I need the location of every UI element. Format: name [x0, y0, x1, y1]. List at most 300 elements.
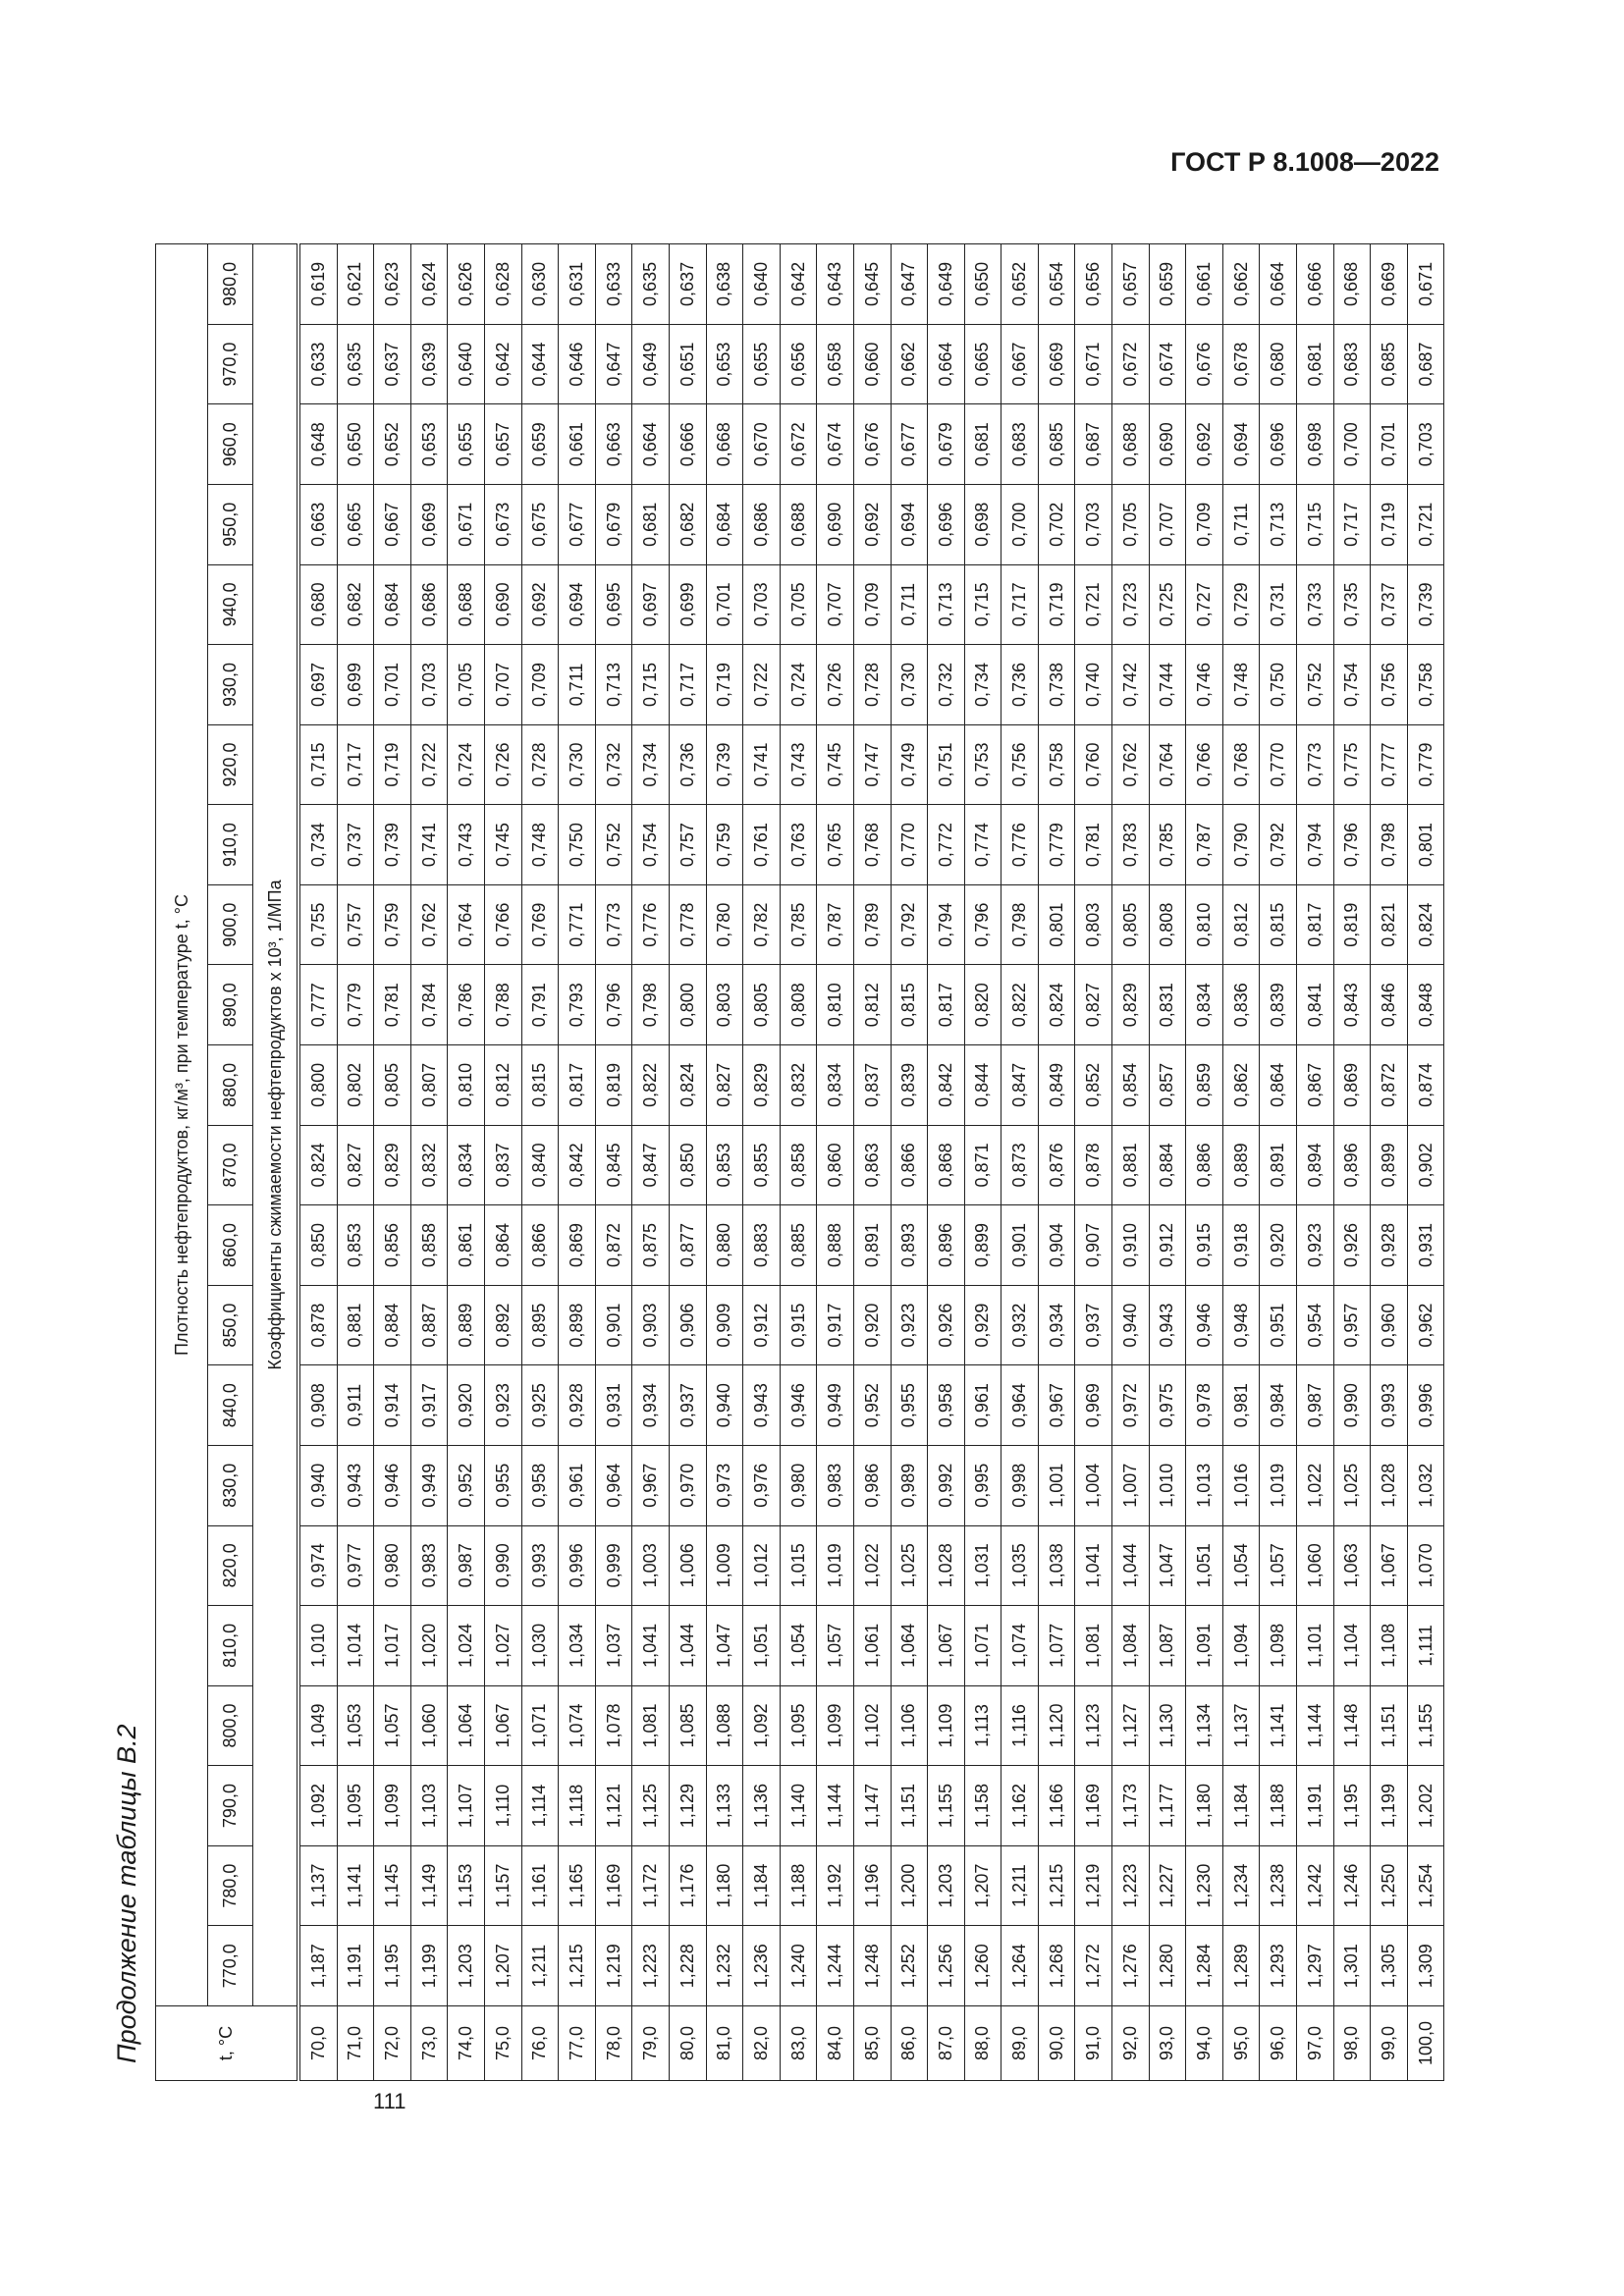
coefficient-cell: 0,987: [448, 1525, 485, 1606]
coefficient-cell: 1,095: [780, 1685, 817, 1766]
coefficient-cell: 0,812: [1222, 884, 1260, 965]
coefficient-cell: 1,180: [1186, 1766, 1223, 1846]
temperature-cell: 94,0: [1186, 2006, 1223, 2081]
coefficient-cell: 0,770: [891, 805, 928, 885]
table-caption: Продолжение таблицы В.2: [112, 1724, 141, 2063]
coefficient-cell: 1,191: [1297, 1766, 1334, 1846]
coefficient-cell: 0,907: [1075, 1205, 1112, 1286]
coefficient-cell: 0,815: [521, 1045, 559, 1126]
coefficient-cell: 0,917: [410, 1365, 448, 1446]
coefficient-cell: 0,724: [780, 645, 817, 725]
coefficient-cell: 1,064: [448, 1685, 485, 1766]
coefficient-cell: 0,695: [595, 564, 632, 645]
temperature-cell: 87,0: [928, 2006, 965, 2081]
coefficient-cell: 0,688: [780, 485, 817, 565]
table-row: [1297, 244, 1334, 2081]
coefficient-cell: 1,191: [337, 1926, 374, 2006]
coefficient-cell: 0,703: [743, 564, 781, 645]
coefficient-cell: 1,020: [410, 1606, 448, 1686]
coefficient-cell: 0,867: [1297, 1045, 1334, 1126]
coefficient-cell: 0,702: [1038, 485, 1075, 565]
coefficient-cell: 0,652: [374, 404, 411, 485]
coefficient-cell: 0,798: [1001, 884, 1039, 965]
coefficient-cell: 0,990: [484, 1525, 521, 1606]
coefficient-cell: 0,692: [853, 485, 891, 565]
coefficient-cell: 0,886: [1186, 1125, 1223, 1205]
coefficient-cell: 0,831: [1149, 965, 1186, 1045]
coefficient-cell: 0,805: [1112, 884, 1150, 965]
coefficient-cell: 1,038: [1038, 1525, 1075, 1606]
coefficient-cell: 1,060: [1297, 1525, 1334, 1606]
coefficient-cell: 0,754: [632, 805, 670, 885]
coefficient-cell: 0,664: [1260, 244, 1297, 325]
coefficient-cell: 0,655: [743, 324, 781, 404]
coefficient-cell: 0,717: [669, 645, 706, 725]
coefficient-cell: 0,878: [1075, 1125, 1112, 1205]
coefficient-cell: 0,893: [891, 1205, 928, 1286]
coefficient-cell: 0,796: [1333, 805, 1371, 885]
coefficient-cell: 0,834: [448, 1125, 485, 1205]
coefficient-cell: 0,914: [374, 1365, 411, 1446]
coefficient-cell: 0,790: [1222, 805, 1260, 885]
coefficient-cell: 0,721: [1075, 564, 1112, 645]
temperature-cell: 70,0: [298, 2006, 337, 2081]
coefficient-cell: 0,624: [410, 244, 448, 325]
coefficient-cell: 1,238: [1260, 1845, 1297, 1926]
coefficient-cell: 1,157: [484, 1845, 521, 1926]
coefficient-cell: 0,952: [448, 1445, 485, 1525]
density-column-header: 860,0: [208, 1205, 253, 1286]
coefficient-cell: 0,696: [1260, 404, 1297, 485]
coefficient-cell: 0,815: [1260, 884, 1297, 965]
coefficient-cell: 0,726: [484, 724, 521, 805]
coefficient-cell: 1,230: [1186, 1845, 1223, 1926]
coefficient-cell: 0,837: [853, 1045, 891, 1126]
density-column-header: 970,0: [208, 324, 253, 404]
coefficient-cell: 0,912: [1149, 1205, 1186, 1286]
temperature-cell: 81,0: [706, 2006, 743, 2081]
coefficient-cell: 0,983: [410, 1525, 448, 1606]
coefficient-cell: 1,123: [1075, 1685, 1112, 1766]
coefficient-cell: 0,996: [559, 1525, 596, 1606]
coefficient-cell: 0,894: [1297, 1125, 1334, 1205]
coefficient-cell: 0,777: [1371, 724, 1408, 805]
temperature-cell: 72,0: [374, 2006, 411, 2081]
coefficient-cell: 1,114: [521, 1766, 559, 1846]
coefficient-cell: 0,652: [1001, 244, 1039, 325]
coefficient-cell: 0,920: [448, 1365, 485, 1446]
coefficient-cell: 0,789: [853, 884, 891, 965]
coefficient-cell: 0,981: [1222, 1365, 1260, 1446]
coefficient-cell: 0,766: [1186, 724, 1223, 805]
coefficient-cell: 1,102: [853, 1685, 891, 1766]
temperature-cell: 84,0: [817, 2006, 854, 2081]
coefficient-cell: 0,727: [1186, 564, 1223, 645]
coefficient-cell: 0,649: [928, 244, 965, 325]
coefficient-cell: 0,892: [484, 1285, 521, 1365]
coefficient-cell: 0,967: [1038, 1365, 1075, 1446]
coefficient-cell: 1,219: [1075, 1845, 1112, 1926]
coefficient-cell: 0,910: [1112, 1205, 1150, 1286]
coefficient-cell: 0,951: [1260, 1285, 1297, 1365]
coefficient-cell: 0,626: [448, 244, 485, 325]
coefficient-cell: 1,169: [1075, 1766, 1112, 1846]
coefficient-cell: 1,199: [410, 1926, 448, 2006]
coefficient-cell: 0,946: [1186, 1285, 1223, 1365]
coefficient-cell: 0,728: [521, 724, 559, 805]
coefficient-cell: 0,920: [853, 1285, 891, 1365]
coefficient-cell: 0,639: [410, 324, 448, 404]
coefficient-cell: 1,099: [374, 1766, 411, 1846]
coefficient-cell: 0,682: [337, 564, 374, 645]
table-row: [374, 244, 411, 2081]
temperature-cell: 83,0: [780, 2006, 817, 2081]
coefficient-cell: 1,236: [743, 1926, 781, 2006]
coefficient-cell: 0,654: [1038, 244, 1075, 325]
coefficient-cell: 0,993: [1371, 1365, 1408, 1446]
coefficient-cell: 0,659: [521, 404, 559, 485]
coefficient-cell: 0,824: [298, 1125, 337, 1205]
coefficient-cell: 0,943: [337, 1445, 374, 1525]
coefficient-cell: 0,787: [817, 884, 854, 965]
coefficient-cell: 0,785: [1149, 805, 1186, 885]
coefficient-cell: 0,957: [1333, 1285, 1371, 1365]
coefficient-cell: 1,202: [1407, 1766, 1444, 1846]
coefficient-cell: 0,771: [559, 884, 596, 965]
coefficient-cell: 0,759: [374, 884, 411, 965]
coefficient-cell: 0,885: [780, 1205, 817, 1286]
coefficient-cell: 0,688: [448, 564, 485, 645]
coefficient-cell: 0,977: [337, 1525, 374, 1606]
coefficient-cell: 1,025: [1333, 1445, 1371, 1525]
coefficient-cell: 0,633: [595, 244, 632, 325]
coefficient-cell: 1,022: [853, 1525, 891, 1606]
coefficient-cell: 0,796: [964, 884, 1001, 965]
coefficient-cell: 0,680: [298, 564, 337, 645]
coefficient-cell: 0,713: [1260, 485, 1297, 565]
coefficient-cell: 0,696: [928, 485, 965, 565]
coefficient-cell: 0,808: [780, 965, 817, 1045]
coefficient-cell: 1,017: [374, 1606, 411, 1686]
coefficient-cell: 0,800: [669, 965, 706, 1045]
coefficient-cell: 1,187: [298, 1926, 337, 2006]
coefficient-cell: 1,094: [1222, 1606, 1260, 1686]
coefficient-cell: 1,034: [559, 1606, 596, 1686]
table-row: [337, 244, 374, 2081]
coefficient-cell: 0,686: [743, 485, 781, 565]
coefficient-cell: 0,709: [521, 645, 559, 725]
coefficient-cell: 0,701: [1371, 404, 1408, 485]
coefficient-cell: 0,847: [632, 1125, 670, 1205]
coefficient-cell: 0,872: [1371, 1045, 1408, 1126]
coefficient-cell: 1,092: [743, 1685, 781, 1766]
coefficient-cell: 0,932: [1001, 1285, 1039, 1365]
coefficient-cell: 0,755: [298, 884, 337, 965]
coefficient-cell: 0,866: [891, 1125, 928, 1205]
coefficient-cell: 0,679: [928, 404, 965, 485]
coefficient-cell: 0,637: [669, 244, 706, 325]
coefficient-cell: 0,943: [743, 1365, 781, 1446]
coefficient-cell: 0,822: [1001, 965, 1039, 1045]
coefficient-cell: 0,719: [706, 645, 743, 725]
coefficient-cell: 1,108: [1371, 1606, 1408, 1686]
density-column-header: 820,0: [208, 1525, 253, 1606]
coefficient-cell: 0,837: [484, 1125, 521, 1205]
density-column-header: 840,0: [208, 1365, 253, 1446]
table-row: [1112, 244, 1150, 2081]
coefficient-cell: 0,873: [1001, 1125, 1039, 1205]
table-row: [1260, 244, 1297, 2081]
table-row: [780, 244, 817, 2081]
coefficient-cell: 0,923: [484, 1365, 521, 1446]
coefficient-cell: 1,151: [1371, 1685, 1408, 1766]
coefficient-cell: 0,630: [521, 244, 559, 325]
table-row: [595, 244, 632, 2081]
coefficient-cell: 0,791: [521, 965, 559, 1045]
coefficient-cell: 0,705: [1112, 485, 1150, 565]
coefficient-cell: 1,244: [817, 1926, 854, 2006]
coefficient-cell: 0,792: [1260, 805, 1297, 885]
coefficient-cell: 0,810: [1186, 884, 1223, 965]
coefficient-cell: 0,703: [410, 645, 448, 725]
coefficient-cell: 0,915: [780, 1285, 817, 1365]
coefficient-cell: 1,252: [891, 1926, 928, 2006]
density-column-header: 780,0: [208, 1845, 253, 1926]
coefficient-cell: 0,748: [521, 805, 559, 885]
coefficient-cell: 1,280: [1149, 1926, 1186, 2006]
coefficient-cell: 0,976: [743, 1445, 781, 1525]
coefficient-cell: 1,087: [1149, 1606, 1186, 1686]
coefficient-cell: 0,779: [1407, 724, 1444, 805]
coefficient-cell: 1,203: [928, 1845, 965, 1926]
coefficient-cell: 1,276: [1112, 1926, 1150, 2006]
coefficient-cell: 0,649: [632, 324, 670, 404]
coefficient-cell: 0,854: [1112, 1045, 1150, 1126]
coefficient-cell: 0,739: [1407, 564, 1444, 645]
coefficient-cell: 0,776: [1001, 805, 1039, 885]
coefficient-cell: 0,744: [1149, 645, 1186, 725]
coefficient-cell: 1,293: [1260, 1926, 1297, 2006]
coefficient-cell: 0,671: [448, 485, 485, 565]
coefficient-cell: 0,653: [706, 324, 743, 404]
coefficient-cell: 0,657: [484, 404, 521, 485]
document-code: ГОСТ Р 8.1008—2022: [1170, 147, 1439, 177]
table-row: [484, 244, 521, 2081]
coefficient-cell: 0,647: [595, 324, 632, 404]
density-column-header: 890,0: [208, 965, 253, 1045]
coefficient-cell: 0,722: [743, 645, 781, 725]
coefficient-cell: 0,969: [1075, 1365, 1112, 1446]
coefficient-cell: 1,032: [1407, 1445, 1444, 1525]
coefficient-cell: 0,803: [1075, 884, 1112, 965]
coefficient-cell: 0,701: [706, 564, 743, 645]
coefficient-cell: 1,200: [891, 1845, 928, 1926]
coefficient-cell: 1,234: [1222, 1845, 1260, 1926]
coefficient-cell: 0,692: [1186, 404, 1223, 485]
temperature-cell: 76,0: [521, 2006, 559, 2081]
coefficient-cell: 0,844: [964, 1045, 1001, 1126]
coefficient-cell: 1,158: [964, 1766, 1001, 1846]
coefficient-cell: 0,792: [891, 884, 928, 965]
coefficient-cell: 0,859: [1186, 1045, 1223, 1126]
coefficient-cell: 0,896: [1333, 1125, 1371, 1205]
coefficient-cell: 0,665: [964, 324, 1001, 404]
coefficient-cell: 0,719: [1371, 485, 1408, 565]
coefficient-cell: 1,127: [1112, 1685, 1150, 1766]
coefficient-cell: 1,009: [706, 1525, 743, 1606]
coefficient-cell: 0,783: [1112, 805, 1150, 885]
coefficient-cell: 0,677: [891, 404, 928, 485]
coefficient-cell: 0,937: [669, 1365, 706, 1446]
coefficient-cell: 1,010: [1149, 1445, 1186, 1525]
coefficient-cell: 0,952: [853, 1365, 891, 1446]
coefficient-cell: 0,958: [521, 1445, 559, 1525]
coefficient-cell: 0,962: [1407, 1285, 1444, 1365]
coefficient-cell: 1,051: [743, 1606, 781, 1686]
coefficient-cell: 0,705: [780, 564, 817, 645]
coefficient-cell: 0,858: [410, 1205, 448, 1286]
coefficient-cell: 1,084: [1112, 1606, 1150, 1686]
coefficient-cell: 0,754: [1333, 645, 1371, 725]
coefficient-cell: 0,915: [1186, 1205, 1223, 1286]
coefficient-cell: 0,683: [1333, 324, 1371, 404]
coefficient-cell: 1,061: [853, 1606, 891, 1686]
coefficient-cell: 0,733: [1297, 564, 1334, 645]
density-column-header: 940,0: [208, 564, 253, 645]
coefficient-cell: 0,812: [484, 1045, 521, 1126]
coefficient-cell: 1,081: [1075, 1606, 1112, 1686]
coefficient-cell: 0,777: [298, 965, 337, 1045]
coefficient-cell: 0,730: [891, 645, 928, 725]
coefficient-cell: 0,671: [1075, 324, 1112, 404]
coefficient-cell: 0,889: [1222, 1125, 1260, 1205]
coefficient-cell: 0,931: [1407, 1205, 1444, 1286]
coefficient-cell: 0,745: [484, 805, 521, 885]
coefficient-cell: 0,928: [1371, 1205, 1408, 1286]
coefficient-cell: 0,834: [817, 1045, 854, 1126]
coefficient-cell: 1,070: [1407, 1525, 1444, 1606]
coefficient-cell: 1,054: [1222, 1525, 1260, 1606]
coefficient-cell: 0,717: [1001, 564, 1039, 645]
coefficient-cell: 0,680: [1260, 324, 1297, 404]
coefficient-cell: 0,964: [595, 1445, 632, 1525]
coefficient-cell: 1,014: [337, 1606, 374, 1686]
coefficient-cell: 0,715: [298, 724, 337, 805]
coefficient-cell: 0,670: [743, 404, 781, 485]
table-row: [1222, 244, 1260, 2081]
coefficient-cell: 0,842: [559, 1125, 596, 1205]
coefficient-cell: 1,129: [669, 1766, 706, 1846]
coefficient-cell: 1,110: [484, 1766, 521, 1846]
temperature-cell: 79,0: [632, 2006, 670, 2081]
coefficient-cell: 0,674: [817, 404, 854, 485]
table-row: [448, 244, 485, 2081]
coefficient-cell: 0,764: [1149, 724, 1186, 805]
coefficient-cell: 0,665: [337, 485, 374, 565]
coefficient-cell: 1,077: [1038, 1606, 1075, 1686]
coefficient-cell: 0,842: [928, 1045, 965, 1126]
coefficient-cell: 1,044: [669, 1606, 706, 1686]
coefficient-cell: 0,623: [374, 244, 411, 325]
coefficient-cell: 0,992: [928, 1445, 965, 1525]
coefficient-cell: 1,169: [595, 1845, 632, 1926]
coefficient-cell: 1,155: [928, 1766, 965, 1846]
coefficient-cell: 0,697: [632, 564, 670, 645]
coefficient-cell: 0,715: [964, 564, 1001, 645]
coefficient-cell: 0,832: [410, 1125, 448, 1205]
coefficient-cell: 1,074: [559, 1685, 596, 1766]
coefficient-cell: 0,725: [1149, 564, 1186, 645]
coefficient-cell: 0,864: [1260, 1045, 1297, 1126]
coefficient-cell: 1,057: [1260, 1525, 1297, 1606]
coefficient-cell: 1,027: [484, 1606, 521, 1686]
coefficient-cell: 0,694: [1222, 404, 1260, 485]
temperature-cell: 71,0: [337, 2006, 374, 2081]
coefficient-cell: 0,860: [817, 1125, 854, 1205]
coefficient-cell: 1,016: [1222, 1445, 1260, 1525]
coefficient-cell: 0,659: [1149, 244, 1186, 325]
coefficient-cell: 1,133: [706, 1766, 743, 1846]
coefficient-cell: 0,688: [1112, 404, 1150, 485]
table-row: [853, 244, 891, 2081]
coefficient-cell: 0,895: [521, 1285, 559, 1365]
coefficient-cell: 1,098: [1260, 1606, 1297, 1686]
coefficient-cell: 1,151: [891, 1766, 928, 1846]
density-column-header: 850,0: [208, 1285, 253, 1365]
coefficient-cell: 0,880: [706, 1205, 743, 1286]
coefficient-cell: 1,153: [448, 1845, 485, 1926]
coefficient-cell: 1,063: [1333, 1525, 1371, 1606]
coefficient-cell: 1,041: [1075, 1525, 1112, 1606]
coefficient-cell: 0,906: [669, 1285, 706, 1365]
coefficient-cell: 0,642: [484, 324, 521, 404]
coefficient-cell: 0,698: [964, 485, 1001, 565]
coefficient-cell: 0,647: [891, 244, 928, 325]
coefficient-cell: 0,827: [1075, 965, 1112, 1045]
coefficient-cell: 0,903: [632, 1285, 670, 1365]
coefficient-cell: 0,975: [1149, 1365, 1186, 1446]
table-row: [1038, 244, 1075, 2081]
coefficient-cell: 0,836: [1222, 965, 1260, 1045]
coefficient-cell: 1,085: [669, 1685, 706, 1766]
coefficient-cell: 1,028: [1371, 1445, 1408, 1525]
coefficient-cell: 0,996: [1407, 1365, 1444, 1446]
coefficient-cell: 0,730: [559, 724, 596, 805]
density-column-header: 830,0: [208, 1445, 253, 1525]
coefficient-cell: 0,861: [448, 1205, 485, 1286]
coefficient-cell: 0,715: [632, 645, 670, 725]
coefficient-cell: 1,192: [817, 1845, 854, 1926]
coefficient-cell: 0,683: [1001, 404, 1039, 485]
coefficient-cell: 0,899: [964, 1205, 1001, 1286]
coefficient-cell: 0,999: [595, 1525, 632, 1606]
coefficient-cell: 1,031: [964, 1525, 1001, 1606]
coefficient-cell: 1,254: [1407, 1845, 1444, 1926]
temperature-cell: 74,0: [448, 2006, 485, 2081]
coefficient-cell: 0,758: [1038, 724, 1075, 805]
coefficient-cell: 0,948: [1222, 1285, 1260, 1365]
table-row: [964, 244, 1001, 2081]
coefficient-cell: 0,856: [374, 1205, 411, 1286]
coefficient-cell: 0,738: [1038, 645, 1075, 725]
coefficient-cell: 0,751: [928, 724, 965, 805]
coefficient-cell: 0,736: [1001, 645, 1039, 725]
coefficient-cell: 0,926: [928, 1285, 965, 1365]
coefficient-cell: 0,635: [337, 324, 374, 404]
coefficient-cell: 0,697: [298, 645, 337, 725]
coefficient-cell: 0,741: [743, 724, 781, 805]
coefficient-cell: 1,199: [1371, 1766, 1408, 1846]
